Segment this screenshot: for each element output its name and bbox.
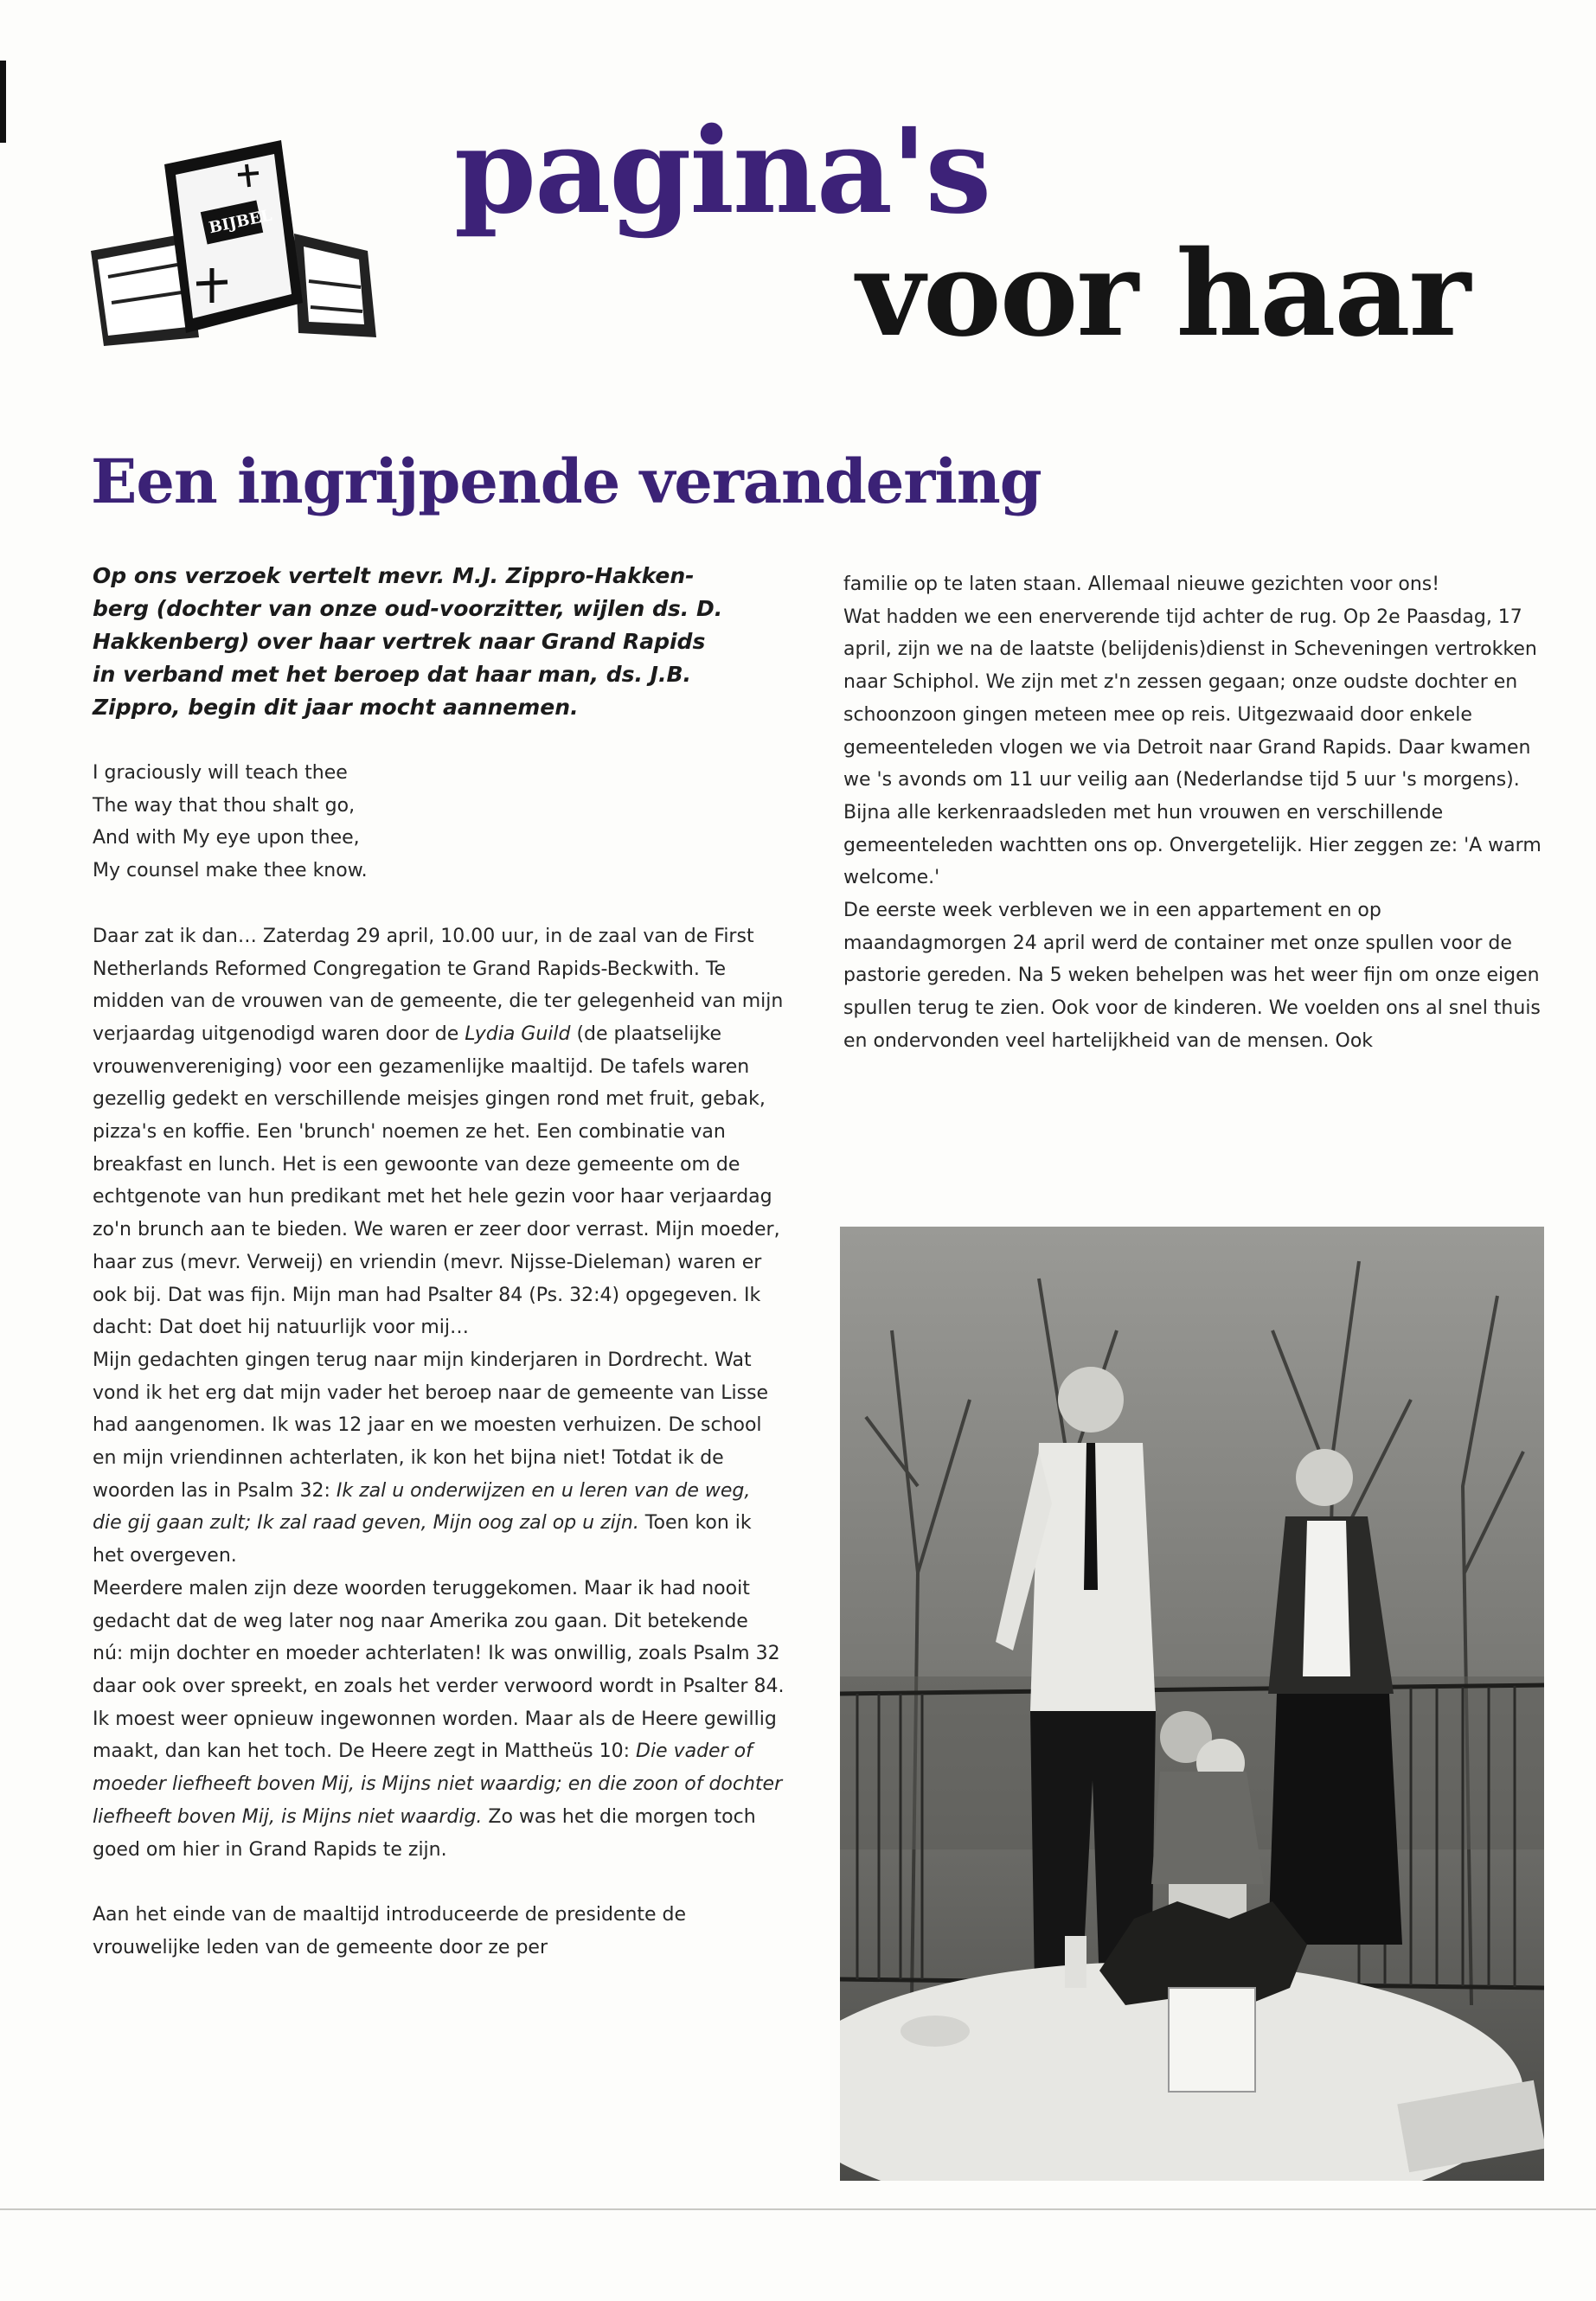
article-headline: Een ingrijpende verandering bbox=[91, 445, 1042, 517]
body-paragraph-2: Mijn gedachten gingen terug naar mijn kinderjaren in Dordrecht. Wat vond ik het erg dat mijn vader het beroep naar de gemeente van Lisse had aangenomen. Ik was 12 jaar en we moesten verhuizen. De school en mijn vriendinnen achterlaten, ik kon het bijna niet! Totdat ik de woorden las in Psalm 32: Ik zal u onderwijzen en u leren van de weg, die gij gaan zult; Ik zal raad geven, Mijn oog zal op u zijn. Toen kon ik het overgeven. bbox=[93, 1349, 769, 1567]
intro-line: in verband met het beroep dat haar man, ds. J.B. bbox=[93, 662, 692, 687]
body-paragraph-5: familie op te laten staan. Allemaal nieuwe gezichten voor ons! bbox=[843, 574, 1440, 595]
intro-line: berg (dochter van onze oud-voorzitter, wijlen ds. D. bbox=[93, 596, 723, 621]
poem-line: And with My eye upon thee, bbox=[93, 827, 360, 849]
poem-line: My counsel make thee know. bbox=[93, 860, 368, 882]
body-paragraph-4: Aan het einde van de maaltijd introduceerde de presidente de vrouwelijke leden van de gemeente door ze per bbox=[93, 1904, 687, 1958]
body-paragraph-7: De eerste week verbleven we in een appartement en op maandagmorgen 24 april werd de container met onze spullen voor de pastorie gereden. Na 5 weken behelpen was het weer fijn om onze eigen spullen terug te zien. Ook voor de kinderen. We voelden ons al snel thuis en ondervonden veel hartelijkheid van de mensen. Ook bbox=[843, 900, 1541, 1052]
family-photo bbox=[840, 1227, 1544, 2181]
body-paragraph-6: Wat hadden we een enerverende tijd achter de rug. Op 2e Paasdag, 17 april, zijn we na de laatste (belijdenis)dienst in Scheveningen vertrokken naar Schiphol. We zijn met z'n zessen gegaan; onze oudste dochter en schoonzoon gingen meteen mee op reis. Uitgezwaaid door enkele gemeenteleden vlogen we via Detroit naar Grand Rapids. Daar kwamen we 's avonds om 11 uur veilig aan (Nederlandse tijd 5 uur 's morgens). Bijna alle kerkenraadsleden met hun vrouwen en verschillende gemeenteleden wachtten ons op. Onvergetelijk. Hier zeggen ze: 'A warm welcome.' bbox=[843, 606, 1542, 889]
section-title-line1: pagina's bbox=[454, 102, 990, 240]
intro-line: Zippro, begin dit jaar mocht aannemen. bbox=[93, 695, 579, 720]
body-paragraph-3: Meerdere malen zijn deze woorden teruggekomen. Maar ik had nooit gedacht dat de weg later nog naar Amerika zou gaan. Dit betekende nú: mijn dochter en moeder achterlaten! Ik was onwillig, zoals Psalm 32 daar ook over spreekt, en zoals het verder verwoord wordt in Psalter 84. Ik moest weer opnieuw ingewonnen worden. Maar als de Heere gewillig maakt, dan kan het toch. De Heere zegt in Mattheüs 10: Die vader of moeder liefheeft boven Mij, is Mijns niet waardig; en die zoon of dochter liefheeft boven Mij, is Mijns niet waardig. Zo was het die morgen toch goed om hier in Grand Rapids te zijn. bbox=[93, 1577, 785, 1861]
poem-line: I graciously will teach thee bbox=[93, 762, 348, 784]
bible-books-logo bbox=[82, 130, 394, 346]
intro-line: Hakkenberg) over haar vertrek naar Grand Rapids bbox=[93, 629, 706, 654]
bible-label: BIJBEL bbox=[207, 206, 274, 238]
right-column bbox=[843, 568, 1548, 1058]
section-title-line2: voor haar bbox=[856, 225, 1470, 363]
poem-quote bbox=[93, 757, 785, 888]
scan-edge-mark bbox=[0, 61, 6, 143]
left-column bbox=[93, 560, 785, 1965]
poem-line: The way that thou shalt go, bbox=[93, 794, 356, 817]
footer-rule bbox=[0, 2208, 1596, 2210]
article-intro bbox=[93, 560, 785, 724]
intro-line: Op ons verzoek vertelt mevr. M.J. Zippro-Hakken- bbox=[93, 563, 695, 588]
body-paragraph-1: Daar zat ik dan… Zaterdag 29 april, 10.00 uur, in de zaal van de First Netherlands Reformed Congregation te Grand Rapids-Beckwith. Te midden van de vrouwen van de gemeente, die ter gelegenheid van mijn verjaardag uitgenodigd waren door de Lydia Guild (de plaatselijke vrouwenvereniging) voor een gezamenlijke maaltijd. De tafels waren gezellig gedekt en verschillende meisjes gingen rond met fruit, gebak, pizza's en koffie. Een 'brunch' noemen ze het. Een combinatie van breakfast en lunch. Het is een gewoonte van deze gemeente om de echtgenote van hun predikant met het hele gezin voor haar verjaardag zo'n brunch aan te bieden. We waren er zeer door verrast. Mijn moeder, haar zus (mevr. Verweij) en vriendin (mevr. Nijsse-Dieleman) waren er ook bij. Dat was fijn. Mijn man had Psalter 84 (Ps. 32:4) opgegeven. Ik dacht: Dat doet hij natuurlijk voor mij… bbox=[93, 925, 784, 1339]
